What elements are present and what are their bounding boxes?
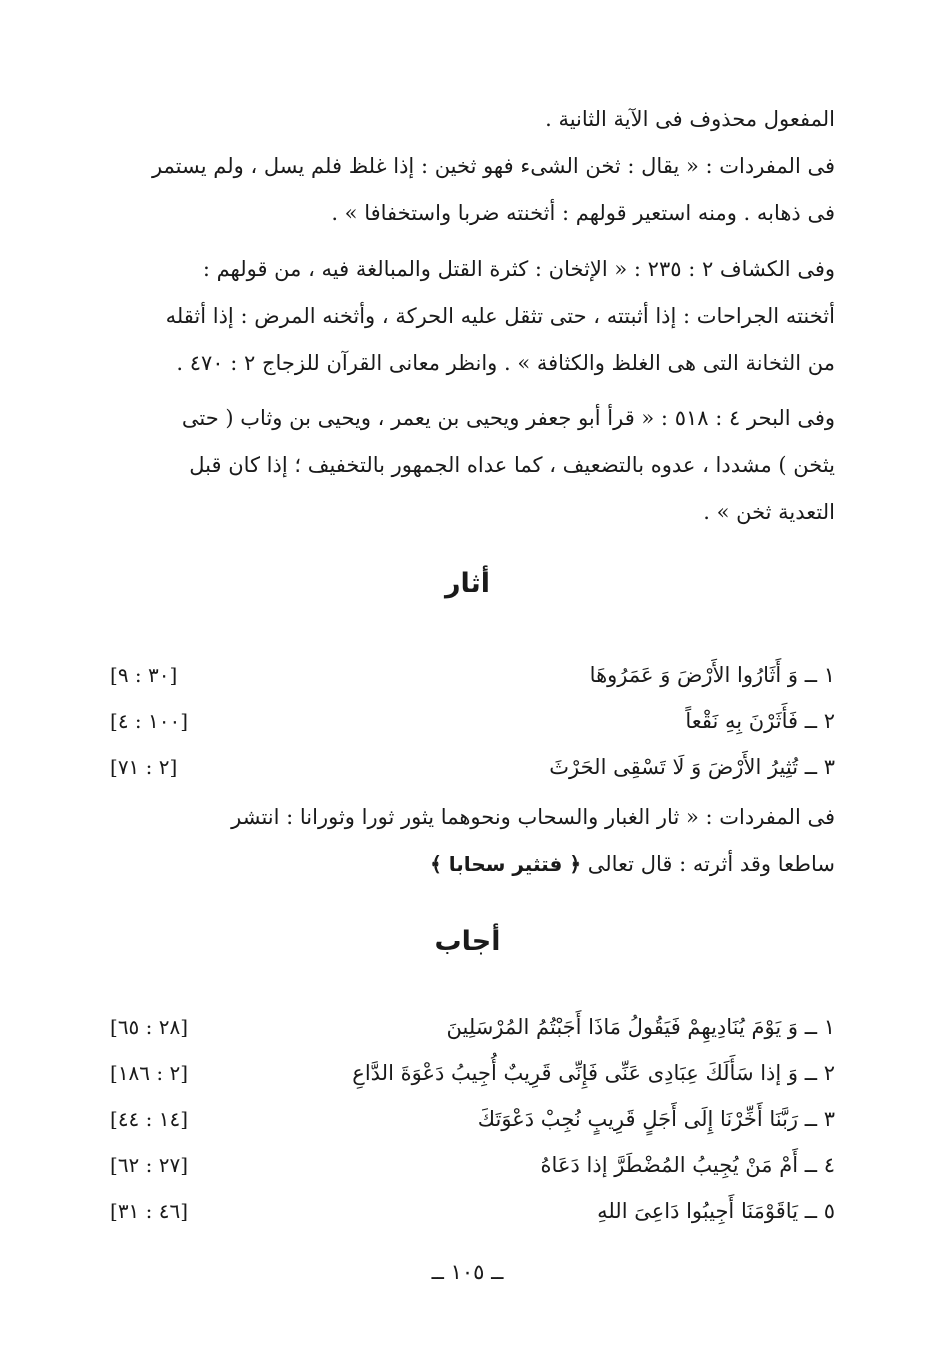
section-heading-athar: أثار <box>444 568 491 599</box>
verse-item <box>110 1188 835 1234</box>
verse-item <box>110 1050 835 1096</box>
verse-reference: [١٠٠ : ٤] <box>110 709 189 733</box>
verse-item <box>110 1142 835 1188</box>
paragraph-line: المفعول محذوف فى الآية الثانية . <box>545 107 835 131</box>
paragraph-line: التعدية ثخن » . <box>703 500 835 524</box>
verse-text: ٢ ــ فَأَثَرْنَ بِهِ نَقْعاً <box>685 709 835 733</box>
verse-item <box>110 744 835 790</box>
quran-quote: ﴿ فتثير سحابا ﴾ <box>430 852 582 876</box>
note-text: ساطعا وقد أثرته : قال تعالى <box>581 852 835 876</box>
verse-item <box>110 1096 835 1142</box>
verse-reference: [٢٧ : ٦٢] <box>110 1153 189 1177</box>
mufradat-paragraph <box>105 143 835 237</box>
section-heading-ajab: أجاب <box>434 926 501 957</box>
verse-reference: [٢٨ : ٦٥] <box>110 1015 189 1039</box>
intro-paragraph <box>105 96 835 143</box>
verse-text: ٣ ــ رَبَّنَا أَخِّرْنَا إِلَى أَجَلٍ قَرِيبٍ نُجِبْ دَعْوَتَكَ <box>477 1107 835 1131</box>
verse-list-ajab <box>110 1004 835 1234</box>
verse-item <box>110 652 835 698</box>
athar-note-paragraph <box>105 794 835 888</box>
verse-text: ٣ ــ تُثِيرُ الأَرْضَ وَ لَا تَسْقِى الحَرْثَ <box>549 755 835 779</box>
paragraph-line: وفى الكشاف ٢ : ٢٣٥ : « الإثخان : كثرة القتل والمبالغة فيه ، من قولهم : <box>202 257 835 281</box>
verse-reference: [٢ : ٧١] <box>110 755 178 779</box>
verse-reference: [١٤ : ٤٤] <box>110 1107 189 1131</box>
verse-text: ١ ــ وَ أَثَارُوا الأَرْضَ وَ عَمَرُوهَا <box>589 663 835 687</box>
verse-text: ٥ ــ يَاقَوْمَنَا أَجِيبُوا دَاعِىَ اللهِ <box>597 1199 835 1223</box>
verse-list-athar <box>110 652 835 790</box>
verse-reference: [٤٦ : ٣١] <box>110 1199 189 1223</box>
verse-reference: [٢ : ١٨٦] <box>110 1061 189 1085</box>
paragraph-line: فى المفردات : « يقال : ثخن الشىء فهو ثخين : إذا غلظ فلم يسل ، ولم يستمر <box>151 154 835 178</box>
paragraph-line: أثخنته الجراحات : إذا أثبتته ، حتى تثقل عليه الحركة ، وأثخنه المرض : إذا أثقله <box>165 304 835 328</box>
paragraph-line: فى المفردات : « ثار الغبار والسحاب ونحوهما يثور ثورا وثورانا : انتشر <box>231 805 835 829</box>
verse-text: ١ ــ وَ يَوْمَ يُنَادِيهِمْ فَيَقُولُ مَاذَا أَجَبْتُمُ المُرْسَلِينَ <box>446 1015 835 1039</box>
verse-item <box>110 698 835 744</box>
paragraph-line: من الثخانة التى هى الغلظ والكثافة » . وانظر معانى القرآن للزجاج ٢ : ٤٧٠ . <box>176 351 835 375</box>
kashshaf-paragraph <box>105 246 835 387</box>
bahr-paragraph <box>105 395 835 536</box>
paragraph-line: يثخن ) مشددا ، عدوه بالتضعيف ، كما عداه الجمهور بالتخفيف ؛ إذا كان قبل <box>189 453 835 477</box>
verse-text: ٢ ــ وَ إذا سَأَلَكَ عِبَادِى عَنِّى فَإِنِّى قَرِيبٌ أُجِيبُ دَعْوَةَ الدَّاعِ <box>352 1061 835 1085</box>
verse-item <box>110 1004 835 1050</box>
verse-reference: [٣٠ : ٩] <box>110 663 178 687</box>
verse-text: ٤ ــ أَمْ مَنْ يُجِيبُ المُضْطَرَّ إذا دَعَاهُ <box>540 1153 835 1177</box>
paragraph-line: وفى البحر ٤ : ٥١٨ : « قرأ أبو جعفر ويحيى بن يعمر ، ويحيى بن وثاب ( حتى <box>181 406 835 430</box>
paragraph-line: فى ذهابه . ومنه استعير قولهم : أثخنته ضربا واستخفافا » . <box>331 201 835 225</box>
page-number: ــ ١٠٥ ــ <box>431 1260 504 1284</box>
paragraph-line <box>105 841 835 888</box>
